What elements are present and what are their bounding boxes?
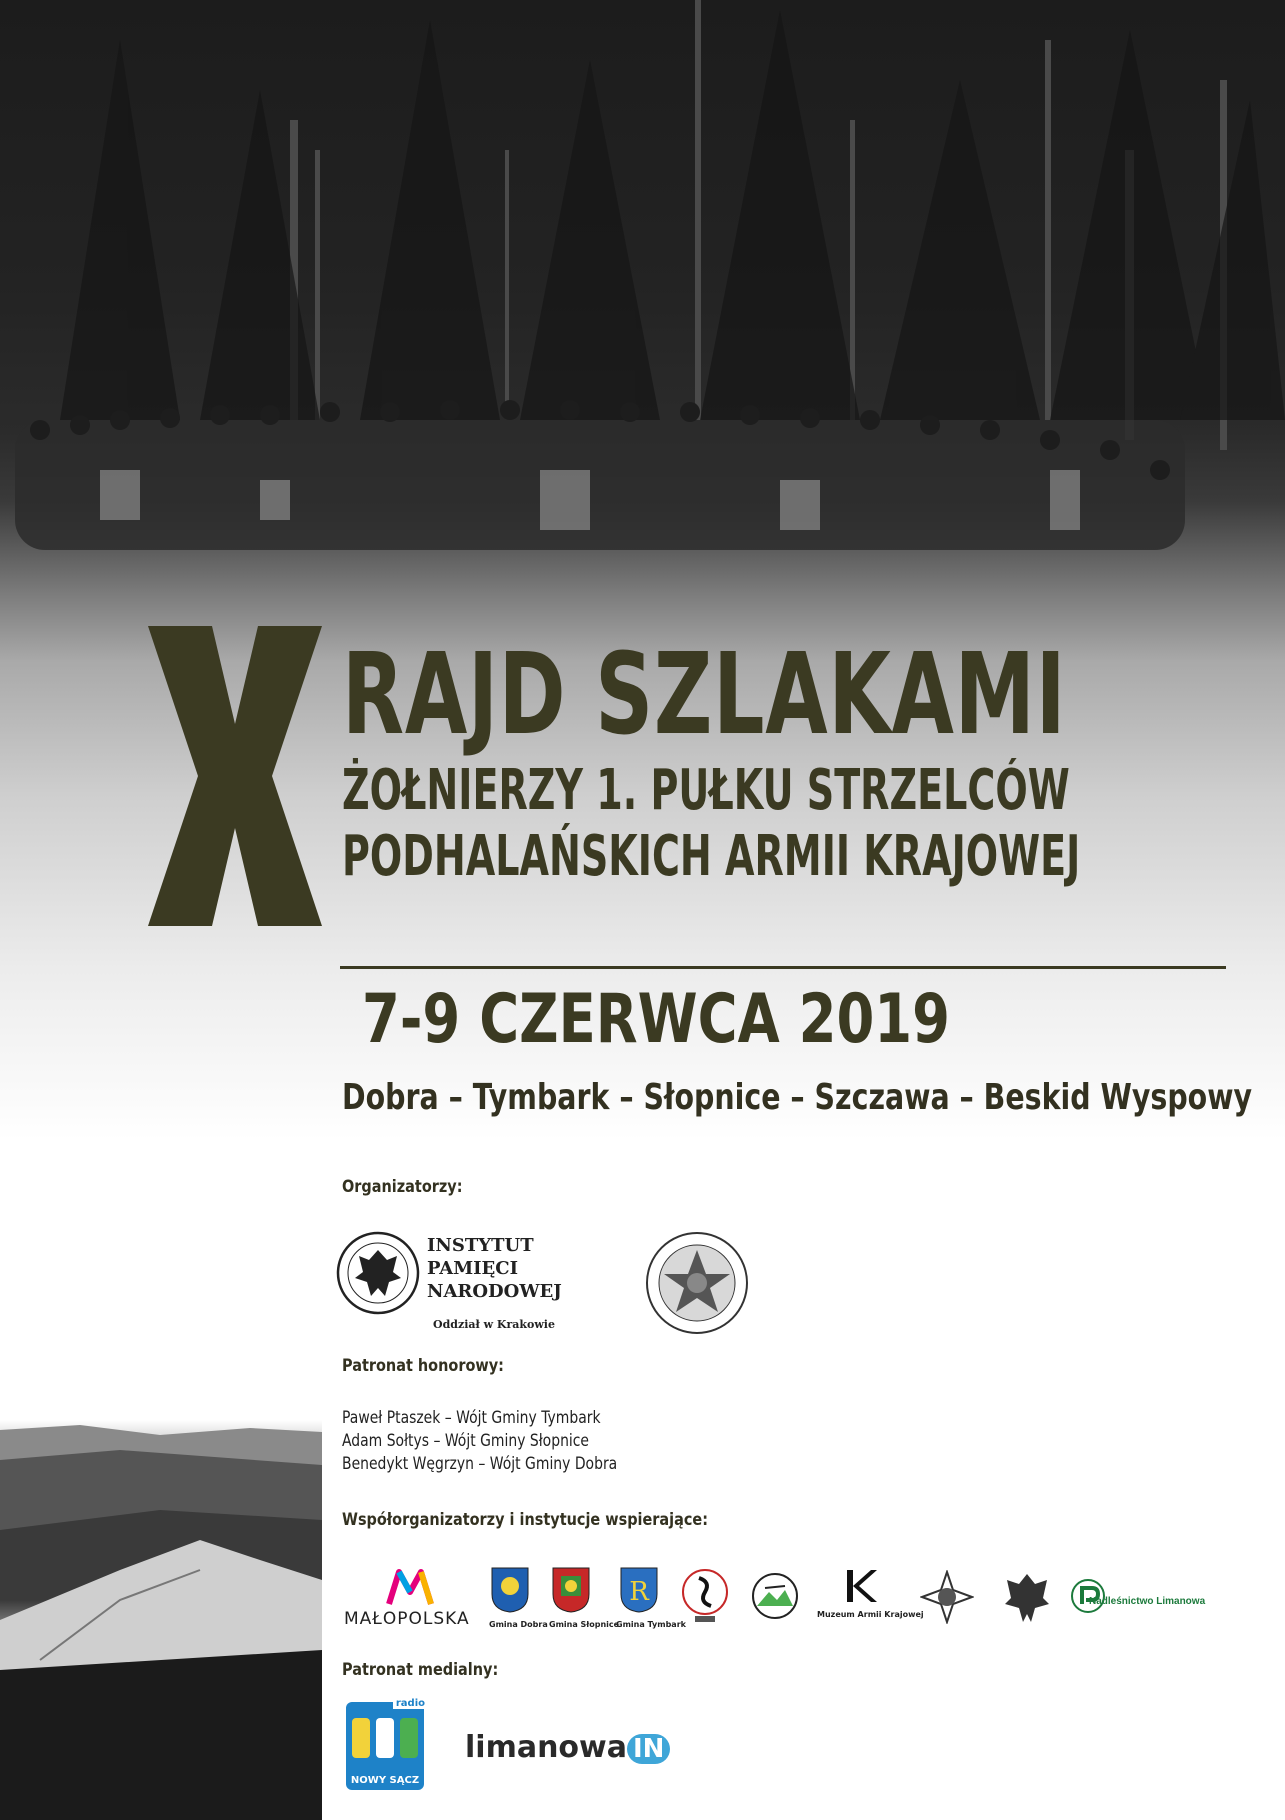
ipn-logo	[335, 1226, 595, 1336]
title-line-1: RAJD SZLAKAMI	[342, 630, 1067, 760]
limanowa-label: limanowa	[465, 1730, 627, 1765]
title-divider	[340, 966, 1226, 969]
reconstruction-association-logo	[644, 1230, 750, 1336]
gmina-tymbark-crest-icon	[619, 1566, 659, 1614]
event-places: Dobra – Tymbark – Słopnice – Szczawa – Beskid Wyspowy	[342, 1077, 1253, 1118]
nadlesnictwo-label: Nadleśnictwo Limanowa	[1089, 1596, 1206, 1607]
malopolska-logo-icon	[385, 1566, 435, 1608]
title-line-2: ŻOŁNIERZY 1. PUŁKU STRZELCÓW	[342, 758, 1070, 823]
gmina-dobra-crest-icon	[490, 1566, 530, 1614]
ipn-eagle-icon	[335, 1230, 421, 1316]
media-label: Patronat medialny:	[342, 1660, 499, 1680]
title-block	[342, 632, 1226, 890]
mountain-club-logo-icon	[751, 1572, 799, 1620]
gmina-dobra-label: Gmina Dobra	[489, 1620, 548, 1629]
title-line-3: PODHALAŃSKICH ARMII KRAJOWEJ	[342, 824, 1081, 889]
honorary-person-3: Benedykt Węgrzyn – Wójt Gminy Dobra	[342, 1454, 618, 1474]
ipn-line-1: INSTYTUT	[427, 1235, 534, 1256]
rdn-radio-logo	[346, 1698, 425, 1790]
limanowa-in-logo	[465, 1730, 670, 1765]
military-cross-icon	[920, 1570, 974, 1624]
gmina-slopnice-crest-icon	[551, 1566, 591, 1614]
supporters-label: Współorganizatorzy i instytucje wspierające:	[342, 1510, 709, 1530]
landscape-photo	[0, 1420, 322, 1820]
ipn-line-2: PAMIĘCI	[427, 1258, 519, 1279]
historical-club-logo-icon	[681, 1568, 729, 1624]
organizers-label: Organizatorzy:	[342, 1177, 463, 1197]
rdn-radio-label: radio	[393, 1698, 428, 1709]
gmina-slopnice-label: Gmina Słopnice	[549, 1620, 620, 1629]
honorary-label: Patronat honorowy:	[342, 1356, 504, 1376]
muzeum-ak-logo-icon	[843, 1568, 879, 1604]
rdn-city-label: NOWY SĄCZ	[350, 1775, 420, 1786]
honorary-person-1: Paweł Ptaszek – Wójt Gminy Tymbark	[342, 1408, 601, 1428]
honorary-person-2: Adam Sołtys – Wójt Gminy Słopnice	[342, 1431, 590, 1451]
ipn-line-3: NARODOWEJ	[427, 1281, 562, 1302]
event-date: 7-9 CZERWCA 2019	[362, 980, 951, 1059]
malopolska-label: MAŁOPOLSKA	[344, 1609, 470, 1629]
muzeum-ak-label: Muzeum Armii Krajowej	[817, 1610, 924, 1619]
mountain-illustration	[0, 1420, 322, 1820]
svg-text:R: R	[629, 1577, 649, 1607]
roman-numeral-x	[140, 626, 330, 926]
rdn-mark-icon	[346, 1712, 424, 1770]
gmina-tymbark-label: Gmina Tymbark	[616, 1620, 686, 1629]
ipn-branch: Oddział w Krakowie	[433, 1318, 555, 1331]
limanowa-in-badge: IN	[627, 1734, 670, 1764]
polish-army-eagle-icon	[1001, 1568, 1053, 1624]
